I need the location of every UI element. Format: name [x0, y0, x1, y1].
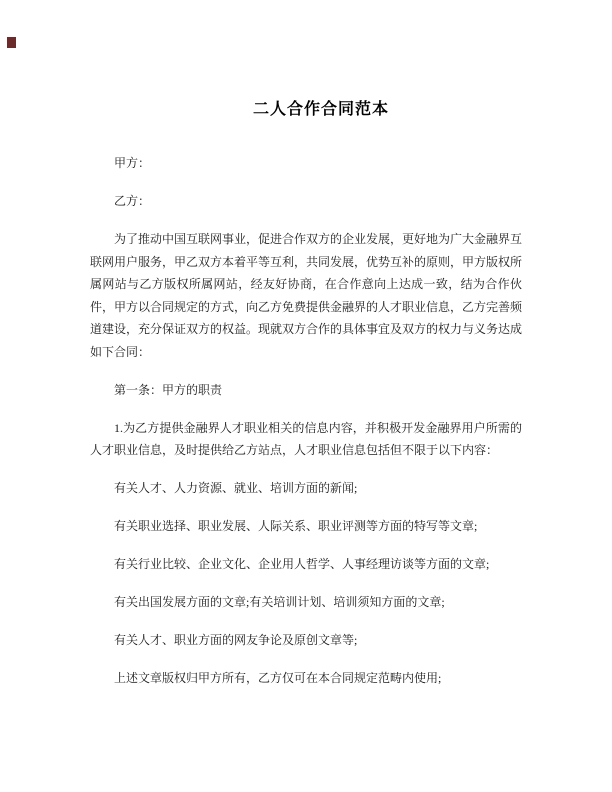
info-item: 有关出国发展方面的文章;有关培训计划、培训须知方面的文章;	[114, 595, 445, 609]
copyright-note: 上述文章版权归甲方所有，乙方仅可在本合同规定范畴内使用;	[114, 671, 442, 685]
info-item: 有关人才、职业方面的网友争论及原创文章等;	[114, 633, 358, 647]
article-1-heading: 第一条：甲方的职责	[114, 382, 223, 397]
intro-paragraph: 为了推动中国互联网事业，促进合作双方的企业发展，更好地为广大金融界互联网用户服务，甲乙双方本着平等互利，共同发展，优势互补的原则，甲方版权所属网站与乙方版权所属网站，经友好协商，在合作意向上达成一致，结为合作伙件，甲方以合同规定的方式，向乙方免费提供金融界的人才职业信息，乙方完善频道建设，充分保证双方的权益。现就双方合作的具体事宜及双方的权力与义务达成如下合同：	[90, 232, 523, 359]
info-item: 有关行业比较、企业文化、企业用人哲学、人事经理访谈等方面的文章;	[114, 557, 490, 571]
corner-mark	[7, 37, 16, 48]
party-b-line: 乙方：	[114, 194, 151, 208]
clause-1-paragraph: 1.为乙方提供金融界人才职业相关的信息内容，并积极开发金融界用户所需的人才职业信息，及时提供给乙方站点，人才职业信息包括但不限于以下内容：	[90, 420, 522, 457]
document-title: 二人合作合同范本	[252, 101, 389, 118]
info-item: 有关人才、人力资源、就业、培训方面的新闻;	[114, 481, 358, 495]
party-a-line: 甲方：	[114, 156, 151, 170]
info-item: 有关职业选择、职业发展、人际关系、职业评测等方面的特写等文章;	[114, 519, 478, 533]
